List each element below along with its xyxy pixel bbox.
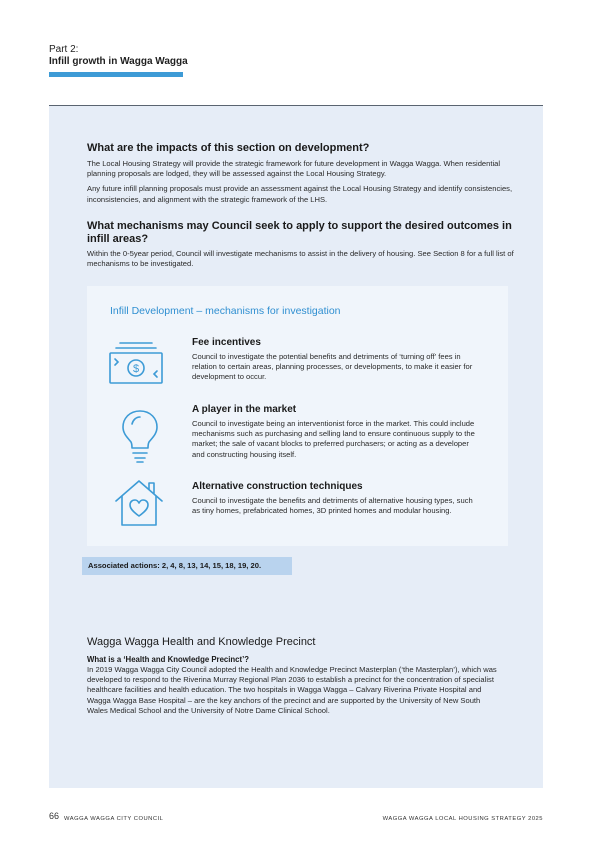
hkp-subheading: What is a ‘Health and Knowledge Precinct’? (87, 655, 250, 664)
mechanisms-heading: What mechanisms may Council seek to apply to support the desired outcomes in infill areas? (87, 220, 512, 245)
impacts-paragraph-2: Any future infill planning proposals must provide an assessment against the Local Housing Strategy and identify consistencies, inconsistencies, and alignment with the strategic framework of the LHS. (87, 184, 513, 204)
part-title: Infill growth in Wagga Wagga (49, 56, 188, 67)
impacts-section (87, 142, 527, 205)
svg-text:$: $ (132, 363, 140, 375)
mechanism-title: Fee incentives (192, 337, 261, 348)
hkp-section (87, 665, 497, 716)
hkp-paragraph: In 2019 Wagga Wagga City Council adopted the Health and Knowledge Precinct Masterplan (‘the Masterplan’), which was developed to respond to the Riverina Murray Regional Plan 2036 to establish a precinct for the concentration of specialist healthcare facilities and health education. The two hospitals in Wagga Wagga – Calvary Riverina Private Hospital and Wagga Wagga Base Hospital – are the key anchors of the precinct and are supported by the University of New South Wales Medical School and the University of Notre Dame Clinical School. (87, 665, 497, 715)
page-header (49, 44, 188, 68)
impacts-paragraph-1: The Local Housing Strategy will provide the strategic framework for future development in Wagga Wagga. When residential planning proposals are lodged, they will be assessed against the Local Housing Strategy. (87, 159, 501, 179)
impacts-heading: What are the impacts of this section on development? (87, 142, 370, 154)
mechanism-item-player-in-market (192, 404, 482, 460)
page-number: 66 (49, 811, 60, 821)
mechanism-text: Council to investigate being an interventionist force in the market. This could include mechanisms such as purchasing and selling land to ensure continuous supply to the market; the sale of vacant blocks to preferred purchasers; or acting as a developer and constructing housing itself. (192, 419, 475, 459)
mechanism-text: Council to investigate the benefits and detriments of alternative housing types, such as tiny homes, prefabricated homes, 3D printed homes and modular housing. (192, 496, 473, 516)
footer-document: WAGGA WAGGA LOCAL HOUSING STRATEGY 2025 (382, 816, 543, 822)
mechanisms-paragraph: Within the 0-5year period, Council will investigate mechanisms to assist in the delivery of housing. See Section 8 for a full list of mechanisms to be investigated. (87, 249, 514, 269)
mechanism-text: Council to investigate the potential benefits and detriments of ‘turning off’ fees in relation to certain areas, planning processes, or developments, to make it easier for development to occur. (192, 352, 473, 382)
header-accent-bar (49, 72, 183, 77)
associated-actions-badge (82, 557, 292, 575)
footer-council: WAGGA WAGGA CITY COUNCIL (64, 816, 164, 822)
associated-actions-label: Associated actions: 2, 4, 8, 13, 14, 15, 18, 19, 20. (88, 561, 262, 570)
mechanisms-box-title: Infill Development – mechanisms for investigation (110, 305, 341, 317)
mechanisms-section (87, 220, 527, 269)
house-heart-icon (112, 477, 166, 529)
part-label: Part 2: (49, 44, 79, 55)
money-icon (106, 339, 166, 389)
mechanism-item-fee-incentives (192, 337, 482, 383)
mechanism-item-alternative-construction (192, 481, 482, 516)
mechanism-title: Alternative construction techniques (192, 481, 363, 492)
lightbulb-icon (118, 408, 162, 466)
mechanism-title: A player in the market (192, 404, 297, 415)
hkp-title: Wagga Wagga Health and Knowledge Precinct (87, 636, 316, 648)
